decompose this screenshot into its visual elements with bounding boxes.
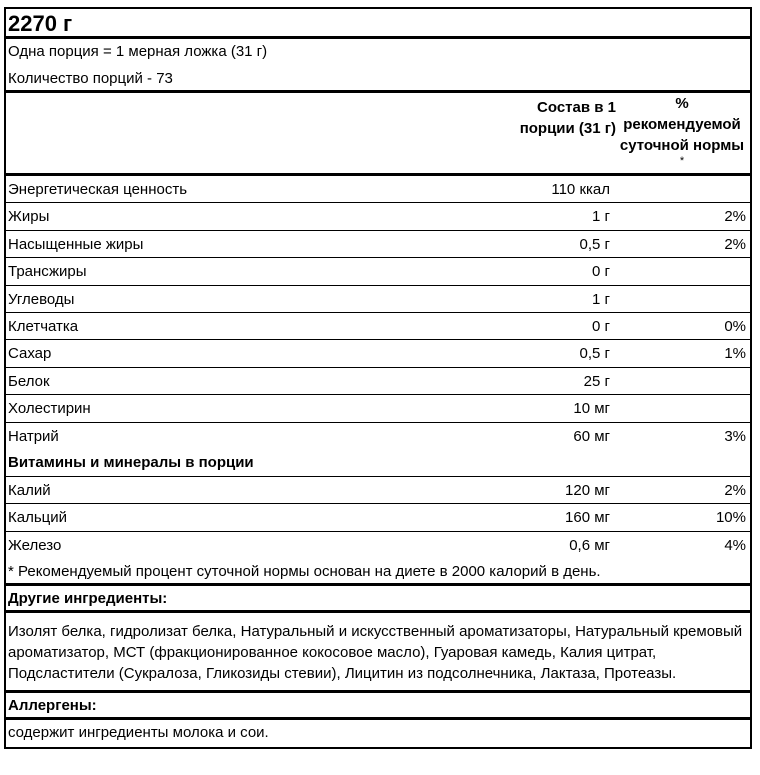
table-row [6, 368, 750, 395]
nutrition-facts-panel [4, 7, 752, 749]
nutrient-amount: 0,5 г [579, 345, 610, 363]
daily-value-column-header [614, 93, 750, 166]
nutrient-name: Железо [8, 536, 62, 554]
table-row [6, 231, 750, 258]
table-row [6, 395, 750, 422]
table-row [6, 340, 750, 367]
table-row [6, 477, 750, 504]
allergens-title: Аллергены: [6, 693, 750, 720]
allergens-text: содержит ингредиенты молока и сои. [8, 724, 269, 742]
nutrient-name: Насыщенные жиры [8, 235, 144, 253]
table-row [6, 176, 750, 203]
other-ingredients-title: Другие ингредиенты: [6, 586, 750, 613]
table-header [6, 93, 750, 176]
nutrient-amount: 110 ккал [551, 181, 610, 198]
nutrients-list [6, 176, 750, 450]
vitamins-list [6, 477, 750, 559]
other-ingredients-text: Изолят белка, гидролизат белка, Натуральный и искусственный ароматизаторы, Натуральный кремовый ароматизатор, МСТ (фракционированное кокосовое масло), Гуаровая камедь, Калия цитрат, Подсластители (Сукралоза, Гликозиды стевии), Лицитин из подсолнечника, Лактаза, Протеазы. [6, 613, 750, 693]
nutrient-name: Углеводы [8, 290, 75, 308]
nutrient-amount: 0,6 мг [569, 536, 610, 554]
nutrient-name: Трансжиры [8, 263, 87, 281]
nutrient-amount: 60 мг [573, 427, 610, 445]
table-row [6, 504, 750, 531]
nutrient-amount: 0 г [592, 263, 610, 281]
table-row [6, 286, 750, 313]
nutrient-daily-value: 0% [724, 317, 746, 335]
percent-sign: % [675, 95, 689, 112]
nutrient-name: Кальций [8, 509, 67, 527]
nutrient-name: Натрий [8, 427, 59, 445]
table-row [6, 423, 750, 450]
nutrient-amount: 1 г [592, 290, 610, 308]
nutrient-name: Жиры [8, 208, 50, 226]
daily-value-footnote: * Рекомендуемый процент суточной нормы основан на диете в 2000 калорий в день. [6, 559, 750, 586]
nutrient-name: Холестирин [8, 400, 91, 418]
nutrient-daily-value: 2% [724, 235, 746, 253]
nutrient-name: Белок [8, 372, 50, 390]
nutrient-name: Энергетическая ценность [8, 181, 188, 198]
table-row [6, 258, 750, 285]
nutrient-amount: 0,5 г [579, 235, 610, 253]
nutrient-amount: 1 г [592, 208, 610, 226]
nutrient-amount: 120 мг [565, 481, 610, 499]
nutrient-daily-value: 3% [724, 427, 746, 445]
nutrient-daily-value: 2% [724, 481, 746, 499]
table-row [6, 203, 750, 230]
nutrient-daily-value: 10% [715, 509, 746, 527]
nutrient-amount: 10 мг [573, 400, 610, 418]
nutrient-name: Сахар [8, 345, 52, 363]
nutrient-amount: 0 г [592, 317, 610, 335]
nutrient-daily-value: 2% [724, 208, 746, 226]
vitamins-section-title: Витамины и минералы в порции [6, 450, 750, 477]
serving-size: Одна порция = 1 мерная ложка (31 г) [8, 43, 268, 60]
nutrient-daily-value: 4% [724, 536, 746, 554]
table-row [6, 532, 750, 559]
package-weight: 2270 г [6, 9, 750, 39]
footnote-marker: * [679, 155, 685, 167]
servings-count: Количество порций - 73 [6, 66, 750, 93]
daily-value-label: рекомендуемой суточной нормы [619, 116, 745, 154]
table-row [6, 313, 750, 340]
nutrient-name: Калий [8, 481, 51, 499]
amount-column-header: Состав в 1 порции (31 г) [519, 99, 616, 137]
nutrient-name: Клетчатка [8, 317, 79, 335]
nutrient-amount: 25 г [583, 372, 610, 390]
nutrient-amount: 160 мг [565, 509, 610, 527]
nutrient-daily-value: 1% [724, 345, 746, 363]
